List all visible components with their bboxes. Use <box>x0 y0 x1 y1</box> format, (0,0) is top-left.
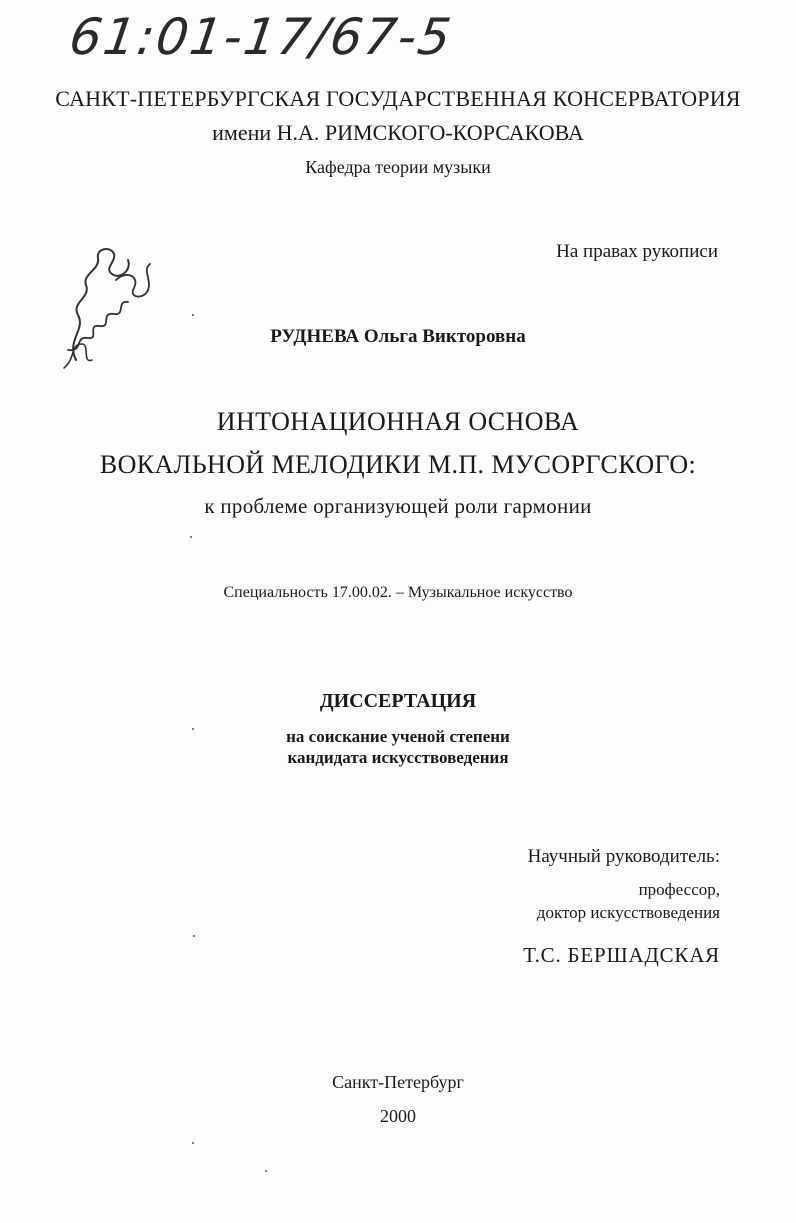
scan-speck <box>193 935 195 937</box>
degree-line-1: на соискание ученой степени <box>286 727 510 746</box>
document-type: ДИССЕРТАЦИЯ <box>319 690 477 712</box>
scan-speck <box>192 314 194 316</box>
specialty: Специальность 17.00.02. – Музыкальное искусство <box>223 584 573 601</box>
scan-speck <box>192 1142 194 1144</box>
author-name: РУДНЕВА Ольга Викторовна <box>270 326 526 347</box>
degree-line-2: кандидата искусствоведения <box>287 748 509 767</box>
manuscript-note: На правах рукописи <box>556 241 718 262</box>
handwritten-signature <box>56 240 166 380</box>
scan-speck <box>190 536 192 538</box>
dissertation-title-line-2: ВОКАЛЬНОЙ МЕЛОДИКИ М.П. МУСОРГСКОГО: <box>99 450 697 479</box>
supervisor-title-1: профессор, <box>638 880 720 899</box>
scan-speck <box>265 1170 267 1172</box>
department: Кафедра теории музыки <box>305 157 491 177</box>
scan-speck <box>192 728 194 730</box>
city: Санкт-Петербург <box>332 1072 464 1092</box>
supervisor-name: Т.С. БЕРШАДСКАЯ <box>523 943 720 967</box>
institution-title: САНКТ-ПЕТЕРБУРГСКАЯ ГОСУДАРСТВЕННАЯ КОНСЕРВАТОРИЯ <box>55 86 741 111</box>
handwritten-catalog-number: 61:01-17/67-5 <box>65 8 457 66</box>
year: 2000 <box>380 1106 416 1126</box>
supervisor-label: Научный руководитель: <box>527 846 720 867</box>
dissertation-title-line-1: ИНТОНАЦИОННАЯ ОСНОВА <box>216 407 580 436</box>
institution-name: имени Н.А. РИМСКОГО-КОРСАКОВА <box>212 120 584 145</box>
supervisor-title-2: доктор искусствоведения <box>536 903 720 922</box>
dissertation-subtitle: к проблеме организующей роли гармонии <box>204 494 592 518</box>
